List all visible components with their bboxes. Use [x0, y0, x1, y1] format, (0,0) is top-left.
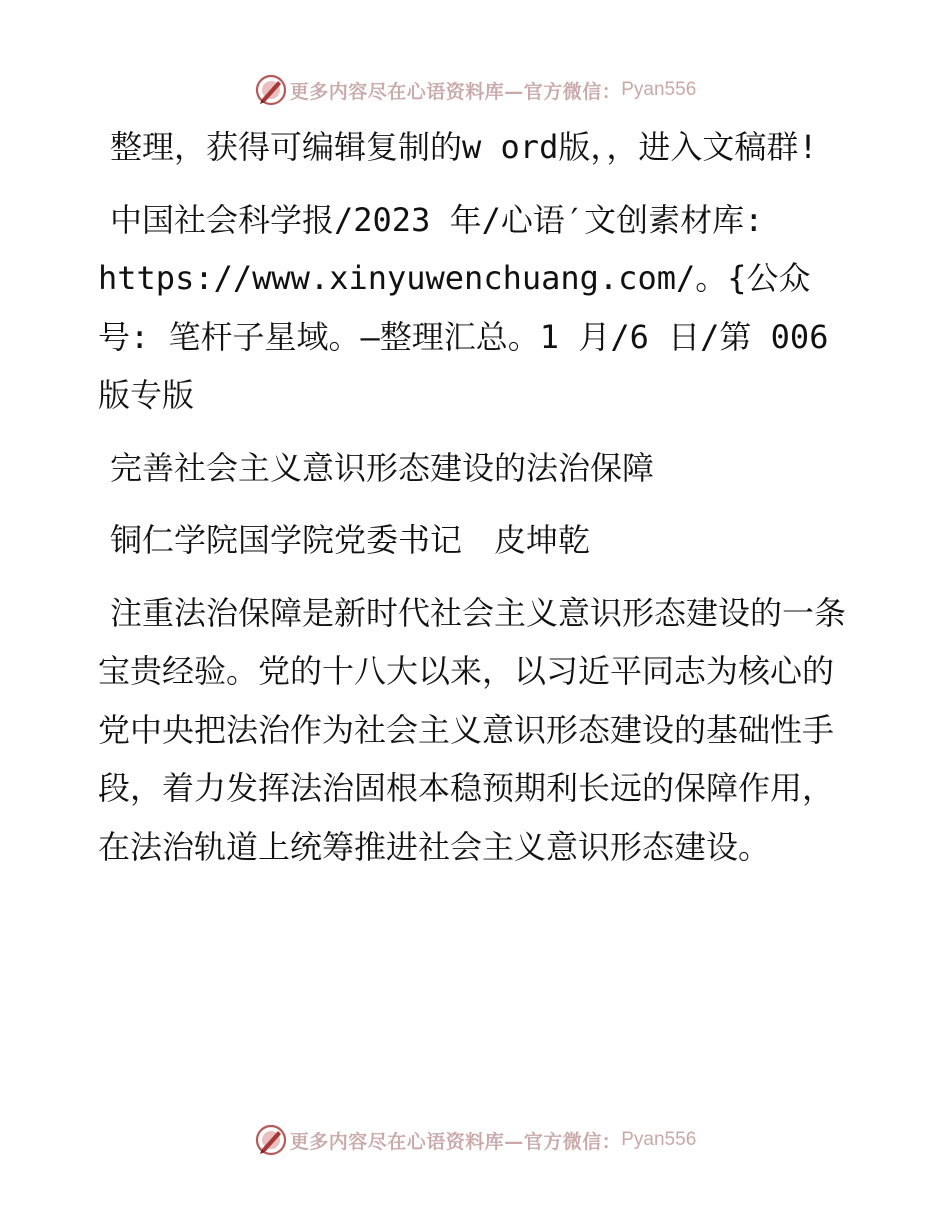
watermark-text: 更多内容尽在心语资料库—官方微信： [289, 80, 622, 103]
document-body [98, 118, 853, 890]
paragraph-intro: 整理，获得可编辑复制的w ord版，，进入文稿群! [110, 128, 818, 166]
paragraph-source: 中国社会科学报/2023 年/心语′文创素材库: https://www.xinyuwenchuang.com/。{公众号: 笔杆子星域。—整理汇总。1 月/6 日/第 006 版专版 [98, 200, 829, 414]
watermark-wechat-id: Pyan556 [621, 1129, 697, 1150]
paragraph-body: 注重法治保障是新时代社会主义意识形态建设的一条宝贵经验。党的十八大以来，以习近平同志为核心的党中央把法治作为社会主义意识形态建设的基础性手段，着力发挥法治固根本稳预期利长远的保障作用，在法治轨道上统筹推进社会主义意识形态建设。 [98, 593, 847, 866]
article-title: 完善社会主义意识形态建设的法治保障 [110, 448, 655, 487]
watermark-wechat-id: Pyan556 [621, 79, 697, 100]
article-author: 铜仁学院国学院党委书记 皮坤乾 [110, 521, 591, 559]
header-watermark [0, 70, 950, 110]
footer-watermark [0, 1120, 950, 1160]
quill-pen-seal-icon [254, 73, 288, 107]
quill-pen-seal-icon [254, 1123, 288, 1157]
watermark-text: 更多内容尽在心语资料库—官方微信： [289, 1130, 622, 1153]
